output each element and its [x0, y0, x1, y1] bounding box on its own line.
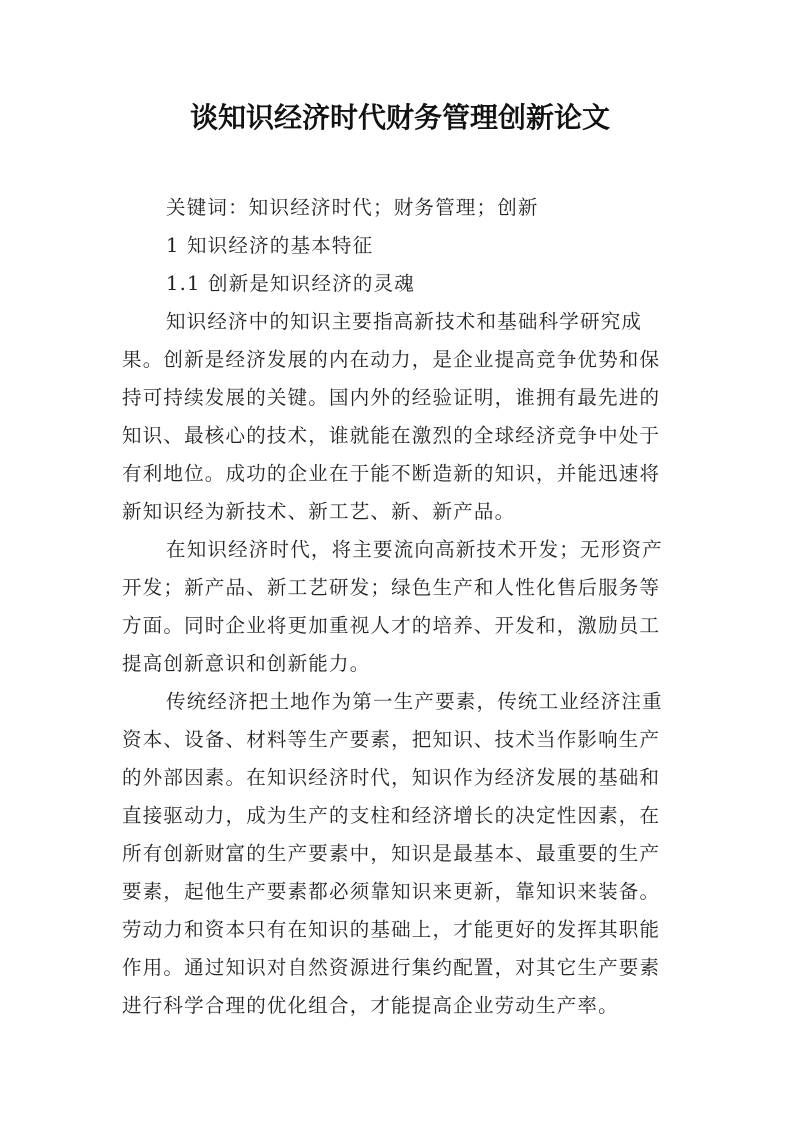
paragraph-3-line-4: 直接驱动力，成为生产的支柱和经济增长的决定性因素，在: [122, 804, 661, 827]
paragraph-2-line-3: 方面。同时企业将更加重视人才的培养、开发和，激励员工: [122, 614, 661, 637]
paragraph-1-line-2: 果。创新是经济发展的内在动力，是企业提高竞争优势和保: [122, 348, 661, 371]
paragraph-3-line-8: 作用。通过知识对自然资源进行集约配置，对其它生产要素: [122, 956, 661, 979]
paragraph-3-line-6: 要素，起他生产要素都必须靠知识来更新，靠知识来装备。: [122, 880, 661, 903]
paragraph-1-line-5: 有利地位。成功的企业在于能不断造新的知识，并能迅速将: [122, 462, 661, 485]
paragraph-2-line-2: 开发；新产品、新工艺研发；绿色生产和人性化售后服务等: [122, 576, 661, 599]
section-heading-1: 1 知识经济的基本特征: [166, 234, 374, 257]
paragraph-3-line-9: 进行科学合理的优化组合，才能提高企业劳动生产率。: [122, 994, 619, 1017]
paragraph-3-line-5: 所有创新财富的生产要素中，知识是最基本、最重要的生产: [122, 842, 661, 865]
paragraph-1-line-1: 知识经济中的知识主要指高新技术和基础科学研究成: [166, 310, 643, 333]
paragraph-1-line-4: 知识、最核心的技术，谁就能在激烈的全球经济竞争中处于: [122, 424, 661, 447]
paragraph-1-line-3: 持可持续发展的关键。国内外的经验证明，谁拥有最先进的: [122, 386, 661, 409]
document-title: 谈知识经济时代财务管理创新论文: [189, 101, 610, 134]
section-heading-1-1: 1.1 创新是知识经济的灵魂: [166, 272, 416, 295]
paragraph-1-line-6: 新知识经为新技术、新工艺、新、新产品。: [122, 500, 516, 523]
paragraph-3-line-2: 资本、设备、材料等生产要素，把知识、技术当作影响生产: [122, 728, 661, 751]
paragraph-2-line-4: 提高创新意识和创新能力。: [122, 652, 371, 675]
paragraph-2-line-1: 在知识经济时代，将主要流向高新技术开发；无形资产: [166, 538, 663, 561]
paragraph-3-line-1: 传统经济把土地作为第一生产要素，传统工业经济注重: [166, 690, 663, 713]
paragraph-3-line-7: 劳动力和资本只有在知识的基础上，才能更好的发挥其职能: [122, 918, 661, 941]
paragraph-3-line-3: 的外部因素。在知识经济时代，知识作为经济发展的基础和: [122, 766, 661, 789]
keywords-line: 关键词：知识经济时代；财务管理；创新: [166, 196, 539, 219]
